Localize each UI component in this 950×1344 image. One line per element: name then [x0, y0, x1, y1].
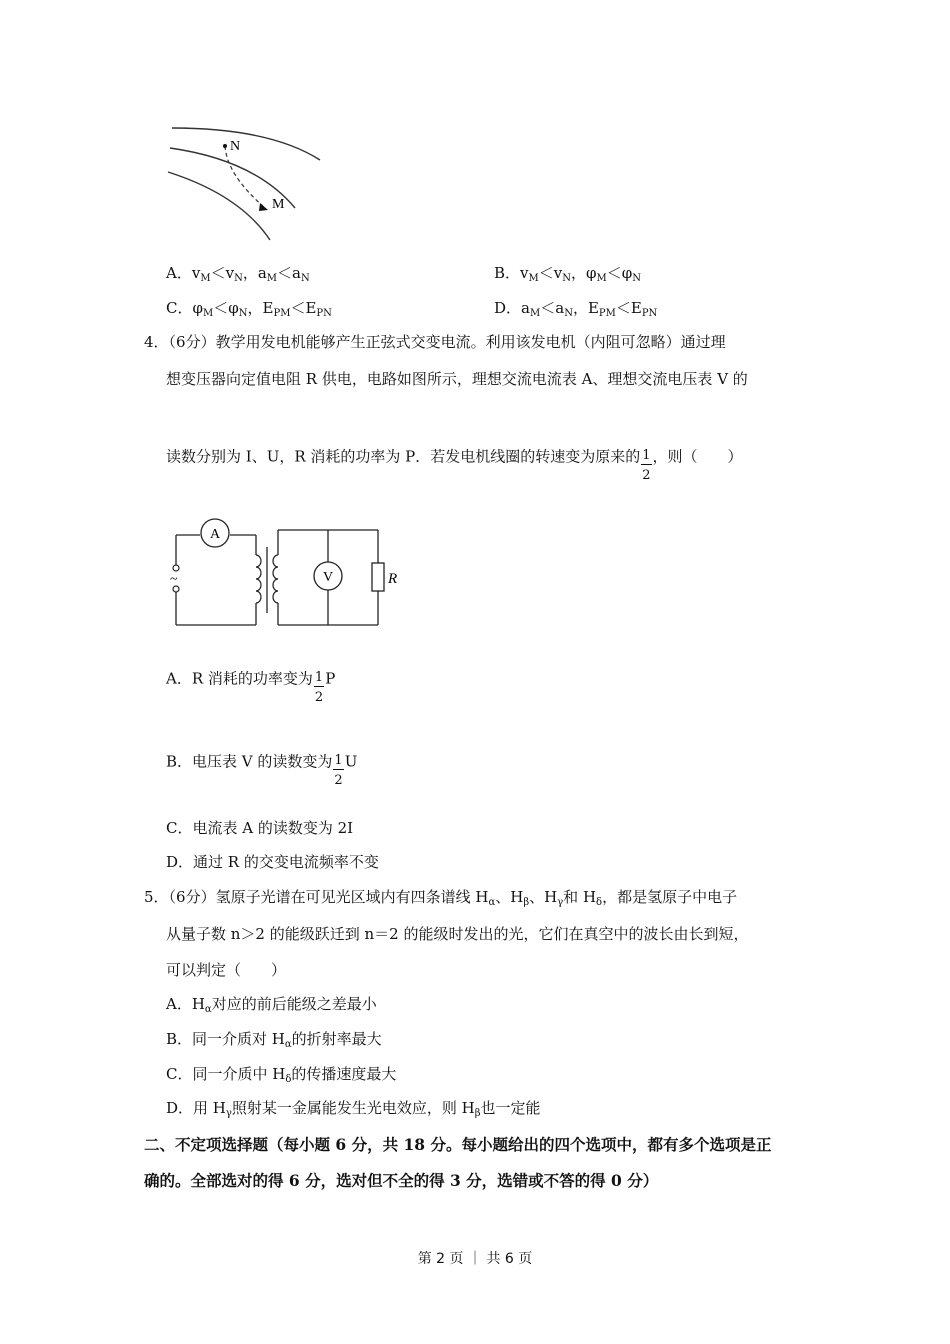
q3-option-a[interactable]: A．$v_M<v_N$，$a_M<a_N$ [166, 264, 310, 284]
field-line-3 [168, 172, 270, 240]
primary-coil-icon [256, 555, 261, 603]
label-n: N [230, 139, 241, 154]
ammeter-label: A [210, 527, 221, 542]
circuit-diagram [168, 515, 408, 630]
field-lines-figure [160, 120, 330, 245]
q4-line-2: 想变压器向定值电阻 R 供电，电路如图所示，理想交流电流表 A、理想交流电压表 V 的 [166, 370, 748, 388]
section-2-heading-line-1: 二、不定项选择题（每小题 6 分，共 18 分。每小题给出的四个选项中，都有多个选项是正 [144, 1135, 772, 1154]
voltmeter-label: V [323, 570, 334, 585]
q4-line-3: 读数分别为 I、U，R 消耗的功率为 P．若发电机线圈的转速变为原来的 $\frac{1}{2}$ ，则（ ） [166, 447, 743, 483]
page-footer: 第 2 页 ｜ 共 6 页 [417, 1251, 533, 1267]
q3-option-d[interactable]: D．$a_M<a_N$，$E_{PM}<E_{PN}$ [494, 299, 658, 319]
field-line-1 [172, 128, 320, 160]
section-2-heading-line-2: 确的。全部选对的得 6 分，选对但不全的得 3 分，选错或不答的得 0 分） [144, 1171, 659, 1190]
point-n [223, 144, 227, 148]
q4-option-d[interactable]: D．通过 R 的交变电流频率不变 [166, 853, 379, 871]
fraction-half: $\frac{1}{2}$ [642, 448, 651, 483]
q3-option-b[interactable]: B．$v_M<v_N$，$\varphi_M<\varphi_N$ [494, 264, 642, 284]
q5-option-a[interactable]: A．$H_\alpha$对应的前后能级之差最小 [166, 995, 377, 1015]
q4-option-c[interactable]: C．电流表 A 的读数变为 2I [166, 819, 354, 837]
q5-line-1: 5．（6分）氢原子光谱在可见光区域内有四条谱线 $H_\alpha$、$H_\beta$、$H_\gamma$和 $H_\delta$，都是氢原子中电子 [144, 888, 738, 908]
terminal-top [173, 565, 179, 571]
label-m: M [272, 197, 285, 212]
secondary-coil-icon [273, 555, 278, 603]
q5-line-2: 从量子数 n＞2 的能级跃迁到 n＝2 的能级时发出的光，它们在真空中的波长由长到短， [166, 925, 749, 943]
q5-option-b[interactable]: B．同一介质对 $H_\alpha$的折射率最大 [166, 1030, 382, 1050]
q3-option-c[interactable]: C．$\varphi_M<\varphi_N$，$E_{PM}<E_{PN}$ [166, 299, 332, 319]
q5-option-d[interactable]: D．用 $H_\gamma$照射某一金属能发生光电效应，则 $H_\beta$也一定能 [166, 1099, 541, 1119]
q5-line-3: 可以判定（ ） [166, 961, 287, 979]
q5-option-c[interactable]: C．同一介质中 $H_\delta$的传播速度最大 [166, 1065, 397, 1085]
q4-option-a[interactable]: A．R 消耗的功率变为 $\frac{1}{2}$ P [166, 669, 336, 705]
q4-line-1: 4．（6分）教学用发电机能够产生正弦式交变电流。利用该发电机（内阻可忽略）通过理 [144, 333, 726, 351]
ac-source-symbol: ~ [170, 572, 178, 587]
resistor-label: R [388, 571, 398, 587]
fraction-half-b: $\frac{1}{2}$ [334, 753, 343, 788]
fraction-half-a: $\frac{1}{2}$ [314, 670, 324, 705]
resistor-icon [372, 563, 384, 591]
arrow-head [259, 203, 268, 211]
q4-option-b[interactable]: B．电压表 V 的读数变为 $\frac{1}{2}$ U [166, 752, 358, 788]
